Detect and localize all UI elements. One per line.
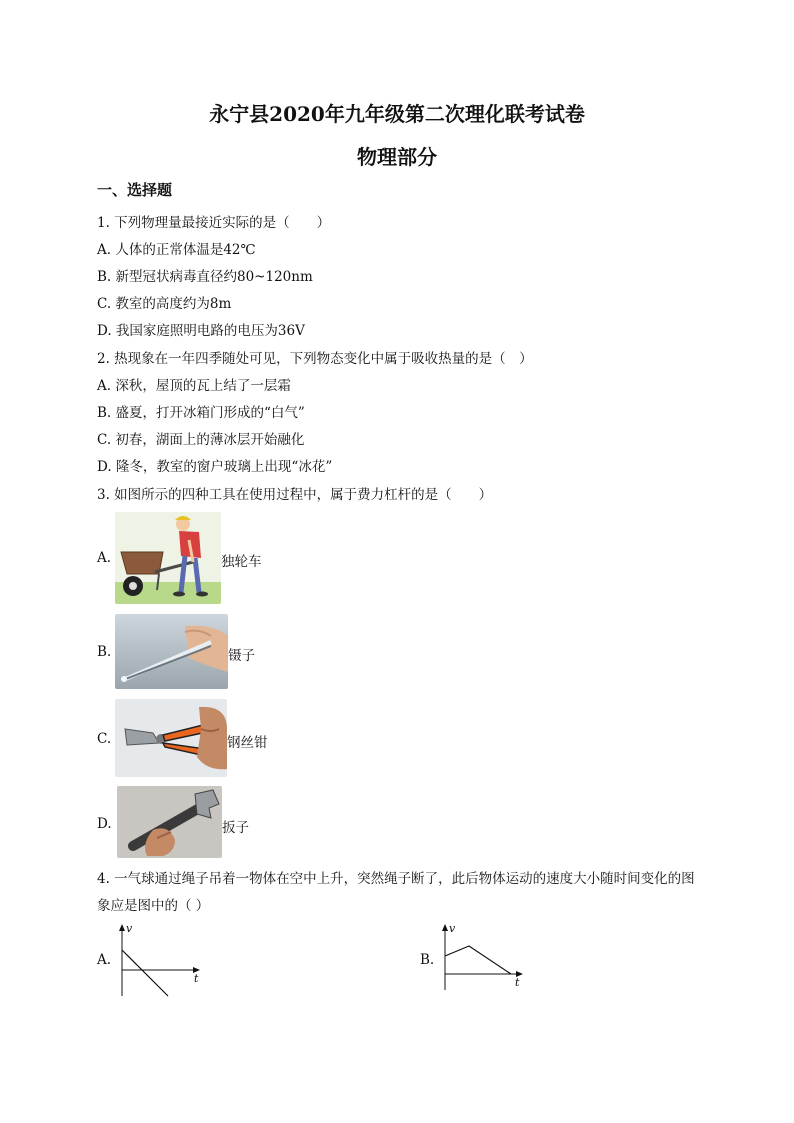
question-1-option-c: C. 教室的高度约为8m: [97, 296, 232, 312]
question-2-stem: 2. 热现象在一年四季随处可见，下列物态变化中属于吸收热量的是（ ）: [97, 351, 533, 367]
question-2-option-a: A. 深秋，屋顶的瓦上结了一层霜: [97, 378, 291, 394]
question-1-option-d: D. 我国家庭照明电路的电压为36V: [97, 323, 305, 339]
question-4-stem: 4. 一气球通过绳子吊着一物体在空中上升，突然绳子断了，此后物体运动的速度大小随时间变化的图象应是图中的（ ）: [97, 871, 695, 914]
graph-a: [114, 922, 204, 998]
question-3-option-c-letter: C.: [97, 731, 112, 747]
section-heading: 一、选择题: [97, 181, 173, 199]
question-2-option-b: B. 盛夏，打开冰箱门形成的“白气”: [97, 405, 305, 421]
question-1-option-a: A. 人体的正常体温是42℃: [97, 242, 256, 258]
question-1-option-b: B. 新型冠状病毒直径约80~120nm: [97, 269, 313, 285]
question-1-stem: 1. 下列物理量最接近实际的是（ ）: [97, 215, 331, 231]
question-2-option-c: C. 初春，湖面上的薄冰层开始融化: [97, 432, 305, 448]
question-3-option-c-label: 钢丝钳: [227, 735, 268, 751]
question-3-option-d-letter: D.: [97, 816, 112, 832]
question-2-option-d: D. 隆冬，教室的窗户玻璃上出现“冰花”: [97, 459, 333, 475]
wrench-image: [117, 786, 222, 858]
wheelbarrow-image: [115, 512, 221, 604]
question-3-option-a-label: 独轮车: [221, 554, 262, 570]
question-3-option-a-letter: A.: [97, 550, 112, 566]
exam-subtitle: 物理部分: [357, 145, 437, 169]
graph-a-v-label: v: [126, 922, 133, 935]
tweezers-image: [115, 614, 228, 689]
graph-b: [437, 922, 527, 998]
question-3-option-d-label: 扳子: [222, 820, 249, 836]
question-3-stem: 3. 如图所示的四种工具在使用过程中，属于费力杠杆的是（ ）: [97, 487, 493, 503]
graph-b-t-label: t: [515, 976, 520, 989]
question-4-option-b-letter: B.: [420, 952, 435, 968]
pliers-image: [115, 699, 227, 777]
exam-title: 永宁县2020年九年级第二次理化联考试卷: [209, 102, 585, 126]
question-4-option-a-letter: A.: [97, 952, 112, 968]
question-3-option-b-letter: B.: [97, 644, 112, 660]
question-3-option-b-label: 镊子: [228, 648, 255, 664]
graph-a-t-label: t: [194, 972, 199, 985]
graph-b-v-label: v: [449, 922, 456, 935]
